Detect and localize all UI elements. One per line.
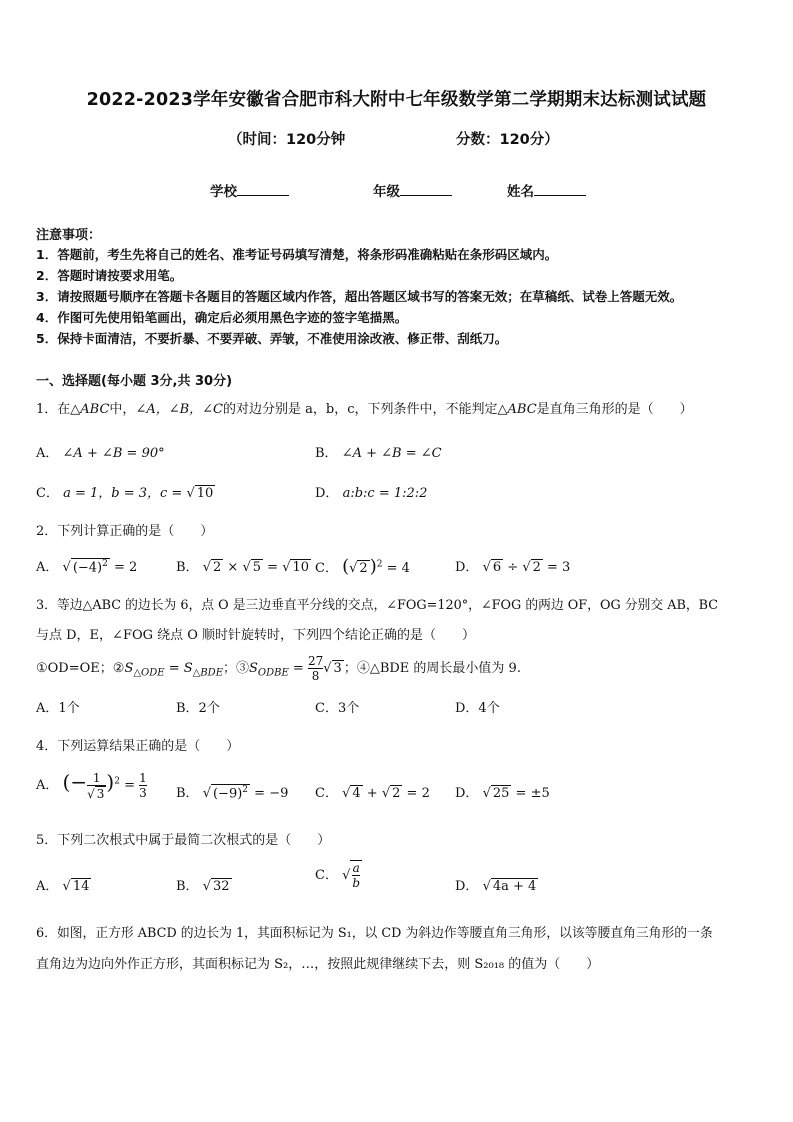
notice-heading: 注意事项： [36,228,102,243]
operator: = [119,778,140,793]
exponent: 2 [102,558,108,569]
q1-option-b[interactable] [315,442,442,461]
q2-option-b[interactable]: B． √ 2 × √ 5 = √ 10 [176,560,310,575]
option-math: = 2 [109,560,138,575]
radicand: 3 [333,661,342,676]
q1-stem [36,398,693,417]
radicand: 10 [196,486,214,501]
denominator: √ 3 [87,786,105,801]
q1-text: 是直角三角形的是（ ） [536,402,693,417]
q3-text: ；④△BDE 的周长最小值为 9. [343,661,521,676]
grade-field [373,180,452,200]
paren: ) [106,770,115,794]
math-s: S [249,661,258,676]
radicand [211,784,250,801]
radicand: 32 [212,879,230,894]
q1-option-d[interactable] [315,482,427,501]
math-s: S [183,661,193,676]
q4-option-d[interactable]: D． √ 25 = ±5 [455,786,550,801]
option-math: ∠A + ∠B = ∠C [341,446,442,461]
option-math: a:b:c = 1:2:2 [342,486,428,501]
q6-line-1: 6．如图，正方形 ABCD 的边长为 1，其面积标记为 S₁，以 CD 为斜边作等腰直角三角形，以该等腰直角三角形的一条 [36,926,713,941]
q6-line-2: 直角边为边向外作正方形，其面积标记为 S₂，…，按照此规律继续下去，则 S₂₀₁₈ 的值为（ ） [36,957,600,972]
option-math: ∠A + ∠B = 90° [62,446,165,461]
option-label: D． [455,560,479,575]
q1-angles: ∠A，∠B，∠C [135,402,224,417]
option-label: D． [455,786,479,801]
name-blank [534,182,586,196]
radicand: 4 [352,786,361,801]
option-label: A． [36,560,59,575]
option-math: = 3 [542,560,571,575]
q4-option-a[interactable] [36,770,147,801]
subscript: ODBE [257,667,289,679]
name-label: 姓名 [507,184,534,200]
option-label: C． [315,868,338,883]
operator: = [164,661,184,676]
q1-triangle: △ABC [70,402,110,417]
operator: ÷ [503,560,523,575]
q3-option-d[interactable]: D．4个 [455,701,500,716]
q1-triangle: △ABC [497,402,537,417]
fraction [139,771,147,800]
option-label: B． [315,446,338,461]
grade-label: 年级 [373,184,400,200]
radicand: 10 [292,560,310,575]
fraction [352,861,360,890]
radicand-value: (−9) [212,786,243,801]
q1-text: 的对边分别是 a，b，c，下列条件中，不能判定 [223,402,498,417]
q1-text: 1．在 [36,402,71,417]
q5-option-d[interactable]: D． √ 4a + 4 [455,879,537,894]
paren: ) [369,556,377,577]
option-math: = −9 [250,786,289,801]
q2-option-c[interactable]: C． (√ 2 )$^2$ = 4 [315,556,410,577]
q3-option-b[interactable]: B．2个 [176,701,220,716]
q2-stem: 2．下列计算正确的是（ ） [36,524,214,539]
math-s: S [124,661,134,676]
subscript: △ODE [133,667,165,679]
name-field [507,180,586,200]
q3-text: ；③ [223,661,250,676]
section-heading: 一、选择题(每小题 3分,共 30分) [36,374,233,389]
notice-item-4: 4．作图可先使用铅笔画出，确定后必须用黑色字迹的签字笔描黑。 [36,310,408,325]
q5-option-a[interactable]: A． √ 14 [36,879,90,894]
radicand: 2 [212,560,222,575]
notice-item-2: 2．答题时请按要求用笔。 [36,268,183,283]
option-label: C． [315,561,338,576]
option-label: D． [455,879,479,894]
q4-option-b[interactable]: B． √ $(-9)^2 = -9$ [176,784,289,801]
numerator: 1 [92,770,101,785]
option-label: A． [36,778,59,793]
option-label: B． [176,786,199,801]
paren: (− [62,770,88,794]
numerator: 27 [307,654,324,668]
option-math: = 4 [382,561,410,576]
q3-line-2: 与点 D，E，∠FOG 绕点 O 顺时针旋转时，下列四个结论正确的是（ ） [36,628,476,643]
q1-text: 中， [109,402,136,417]
radicand: 2 [532,560,541,575]
operator: = [263,560,283,575]
grade-blank [400,182,452,196]
q5-option-b[interactable]: B． √ 32 [176,879,230,894]
q3-text: ①OD=OE；② [36,661,125,676]
q3-option-a[interactable]: A．1个 [36,701,80,716]
operator: + [362,786,382,801]
school-label: 学校 [210,184,237,200]
fraction [87,771,106,801]
paren: ( [342,556,350,577]
radicand: 5 [252,560,262,575]
option-label: A． [36,446,59,461]
radicand: 4a + 4 [492,879,537,894]
notice-item-3: 3．请按照题号顺序在答题卡各题目的答题区域内作答，超出答题区域书写的答案无效；在草稿纸、试卷上答题无效。 [36,289,683,304]
q4-stem: 4．下列运算结果正确的是（ ） [36,739,240,754]
option-label: B． [176,560,199,575]
radicand: 14 [72,879,90,894]
radicand [350,860,362,890]
denominator: b [352,876,361,890]
radicand-value: (−4) [72,560,103,575]
numerator: 1 [139,771,147,785]
exponent: 2 [242,784,249,795]
operator: = [288,661,308,676]
radicand: 2 [359,561,368,576]
radicand [71,558,110,575]
q3-option-c[interactable]: C．3个 [315,701,360,716]
page-title: 2022-2023学年安徽省合肥市科大附中七年级数学第二学期期末达标测试试题 [86,90,707,110]
option-label: B． [176,879,199,894]
school-blank [237,182,289,196]
option-math: = 2 [402,786,430,801]
notice-item-1: 1．答题前，考生先将自己的姓名、准考证号码填写清楚，将条形码准确粘贴在条形码区域内。 [36,247,558,262]
radicand: 25 [492,786,510,801]
exam-score: 分数：120分） [456,132,559,148]
fraction [308,654,323,683]
school-field [210,180,289,200]
option-label: D． [315,486,339,501]
exponent: 2 [376,559,383,570]
radicand: 3 [96,786,105,801]
radicand: 6 [492,560,502,575]
exponent: 2 [114,776,120,787]
radicand: 2 [392,786,401,801]
q3-conclusions: ①OD=OE；$②S_{\triangle ODE} = S_{\triangle BDE}$；$③S_{ODBE}$ = $\frac{27}{8}$ √ 3 ；④△BDE 的周长最小值为 9. [36,654,521,683]
q2-option-d[interactable]: D． √ 6 ÷ √ 2 = 3 [455,560,571,575]
q1-option-a[interactable] [36,442,165,461]
q2-option-a[interactable]: A． √ $(-4)^2 = 2$ [36,558,138,575]
numerator: a [352,861,360,875]
option-math: = ±5 [511,786,550,801]
option-label: C． [315,786,338,801]
notice-item-5: 5．保持卡面清洁，不要折暴、不要弄破、弄皱，不准使用涂改液、修正带、刮纸刀。 [36,331,508,346]
denominator: 8 [308,668,323,683]
exam-time: （时间：120分钟 [228,132,346,148]
q5-stem: 5．下列二次根式中属于最简二次根式的是（ ） [36,833,331,848]
option-math: a = 1，b = 3，c = [63,486,187,501]
q5-option-c[interactable]: C． √ $\frac{a}{b}$ [315,861,361,890]
q1-option-c[interactable]: C． a = 1，b = 3，c = √ 10 [36,486,214,501]
denominator: 3 [139,786,147,800]
operator: × [223,560,243,575]
q4-option-c[interactable]: C． √ 4 + √ 2 = 2 [315,786,430,801]
subscript: △BDE [192,667,223,679]
option-label: A． [36,879,59,894]
option-label: C． [36,486,59,501]
q3-line-1: 3．等边△ABC 的边长为 6，点 O 是三边垂直平分线的交点，∠FOG=120°，∠FOG 的两边 OF，OG 分别交 AB，BC [36,598,719,613]
